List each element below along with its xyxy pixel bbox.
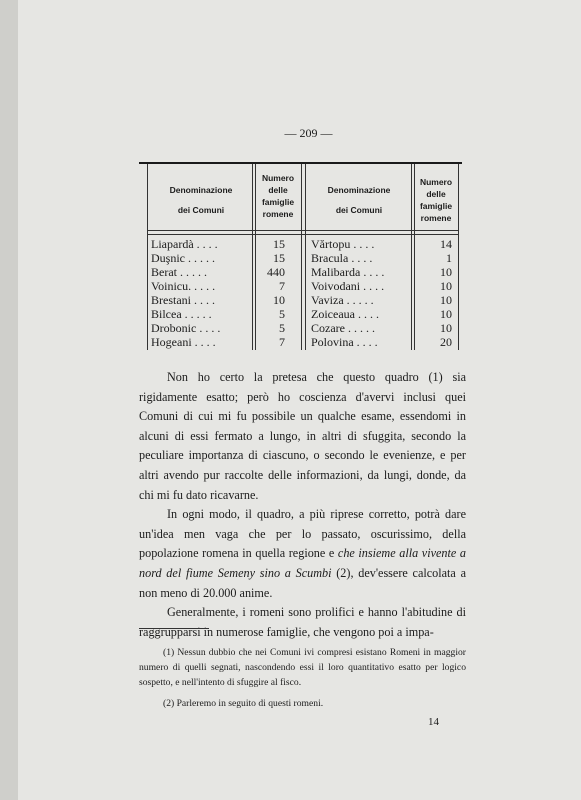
commune-name: Brestani . . . .	[151, 293, 215, 307]
family-count: 10	[440, 307, 452, 321]
header-number-right: Numero delle famiglie romene	[419, 177, 453, 223]
page-number-bottom: 14	[428, 716, 439, 728]
text-span: (2), dev'essere calcolata a non meno di 20.000 anime.	[139, 565, 466, 600]
commune-name: Drobonic . . . .	[151, 321, 221, 335]
family-count: 15	[273, 251, 285, 265]
commune-name: Hogeani . . . .	[151, 335, 216, 349]
italic-phrase: che insieme alla vivente a nord del fiume Semeny sino a Scumbi	[139, 546, 466, 580]
family-count: 5	[279, 321, 285, 335]
family-count: 10	[440, 293, 452, 307]
family-count: 5	[279, 307, 285, 321]
family-count: 7	[279, 279, 285, 293]
family-count: 20	[440, 335, 452, 349]
table-border-left	[147, 164, 148, 350]
header-name-right: Denominazione dei Comuni	[327, 185, 391, 215]
page-number-top: — 209 —	[284, 126, 333, 140]
text-span: In ogni modo, il quadro, a più riprese corretto, potrà dare un'idea men vaga che per lo passato, oscurissimo, della popolazione romena in quella regione e	[139, 507, 466, 561]
header-name-left: Denominazione dei Comuni	[169, 185, 233, 215]
family-count: 7	[279, 335, 285, 349]
family-count: 440	[267, 265, 285, 279]
table-divider	[411, 164, 412, 350]
table-border-right	[458, 164, 459, 350]
paragraph: Non ho certo la pretesa che questo quadro (1) sia rigidamente esatto; però ho coscienza d'avervi inclusi quei Comuni di cui mi fu possibile un qualche esame, essendomi in alcuni di essi fermato a lungo, in altri di sfuggita, secondo la peculiare importanza di ciascuno, o secondo le evenienze, e per altri avendo pur raccolte delle informazioni, da lungi, donde, da chi mi fu dato ricavarne.	[139, 370, 466, 502]
commune-name: Duşnic . . . . .	[151, 251, 215, 265]
family-count: 10	[273, 293, 285, 307]
commune-name: Zoiceaua . . . .	[311, 307, 379, 321]
commune-name: Bilcea . . . . .	[151, 307, 212, 321]
family-count: 14	[440, 237, 452, 251]
family-count: 10	[440, 279, 452, 293]
commune-name: Malibarda . . . .	[311, 265, 385, 279]
family-count: 15	[273, 237, 285, 251]
commune-name: Bracula . . . .	[311, 251, 373, 265]
body-text	[139, 368, 466, 642]
commune-name: Vaviza . . . . .	[311, 293, 374, 307]
paragraph	[139, 505, 466, 603]
footnote-rule	[139, 628, 209, 629]
commune-name: Voivodani . . . .	[311, 279, 385, 293]
commune-name: Polovina . . . .	[311, 335, 378, 349]
footnotes	[139, 645, 466, 711]
table-divider	[305, 164, 306, 350]
commune-name: Cozare . . . . .	[311, 321, 375, 335]
family-count: 10	[440, 265, 452, 279]
family-count: 10	[440, 321, 452, 335]
commune-name: Voinicu. . . . .	[151, 279, 216, 293]
commune-name: Berat . . . . .	[151, 265, 207, 279]
header-number-left: Numero delle famiglie romene	[261, 173, 295, 219]
commune-name: Liapardà . . . .	[151, 237, 218, 251]
table-divider	[252, 164, 253, 350]
paragraph: Generalmente, i romeni sono prolifici e hanno l'abitudine di raggrupparsi in numerose famiglie, che vengono poi a impa-	[139, 605, 466, 639]
footnote-2: (2) Parleremo in seguito di questi romeni.	[163, 698, 324, 709]
family-count: 1	[446, 251, 452, 265]
commune-name: Vărtopu . . . .	[311, 237, 375, 251]
communes-table	[139, 162, 462, 350]
footnote-1: (1) Nessun dubbio che nei Comuni ivi compresi esistano Romeni in maggior numero di quelli segnati, nascondendo essi il loro quantitativo esatto per logico sospetto, e nell'intento di sfuggire al fisco.	[139, 647, 466, 688]
table-divider	[301, 164, 302, 350]
